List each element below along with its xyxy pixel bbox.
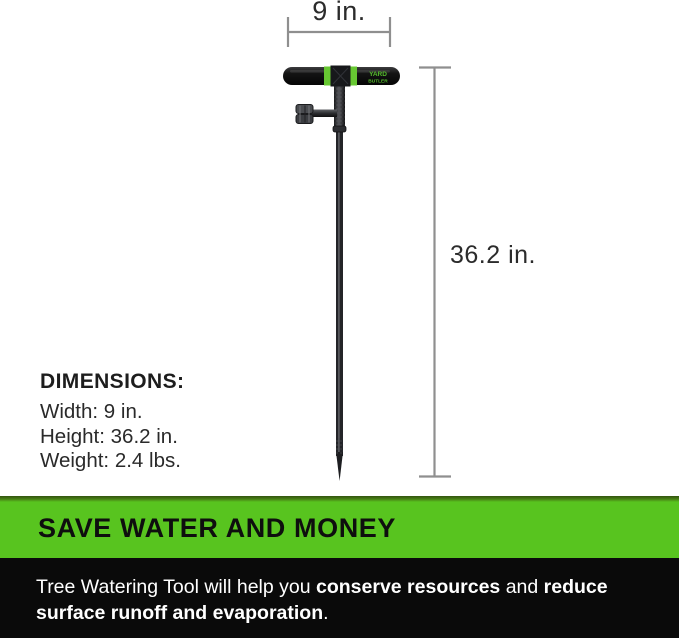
footer-description [0,558,679,638]
spec-weight: Weight: 2.4 lbs. [40,449,181,472]
footer-seg-5-bold: surface runoff and evaporation [36,602,324,624]
brand-logo-line1: YARD [369,71,387,78]
handle-green-ring-left [324,67,331,86]
footer-seg-4-bold: reduce [543,576,608,598]
spec-width: Width: 9 in. [40,400,143,423]
handle-green-ring-right [351,67,358,86]
watering-tool-illustration [283,66,400,482]
dimensions-block [40,370,184,474]
footer-seg-3: and [500,576,544,598]
brand-logo-line2: BUTLER [368,79,388,85]
footer-seg-1: Tree Watering Tool will help you [36,576,316,598]
save-water-banner [0,496,679,558]
spec-height: Height: 36.2 in. [40,424,178,448]
dimensions-title: DIMENSIONS: [40,370,185,393]
footer-seg-6: . [323,602,329,624]
footer-seg-2-bold: conserve resources [316,576,501,598]
footer-line-1 [36,574,659,600]
tool-spike-tip [336,452,343,481]
footer-line-2 [36,600,659,626]
width-dimension-label: 9 in. [312,0,366,26]
banner-title: SAVE WATER AND MONEY [38,513,397,543]
footer-text [0,558,679,626]
height-dimension-label: 36.2 in. [450,241,537,269]
height-measure-line [419,67,451,477]
